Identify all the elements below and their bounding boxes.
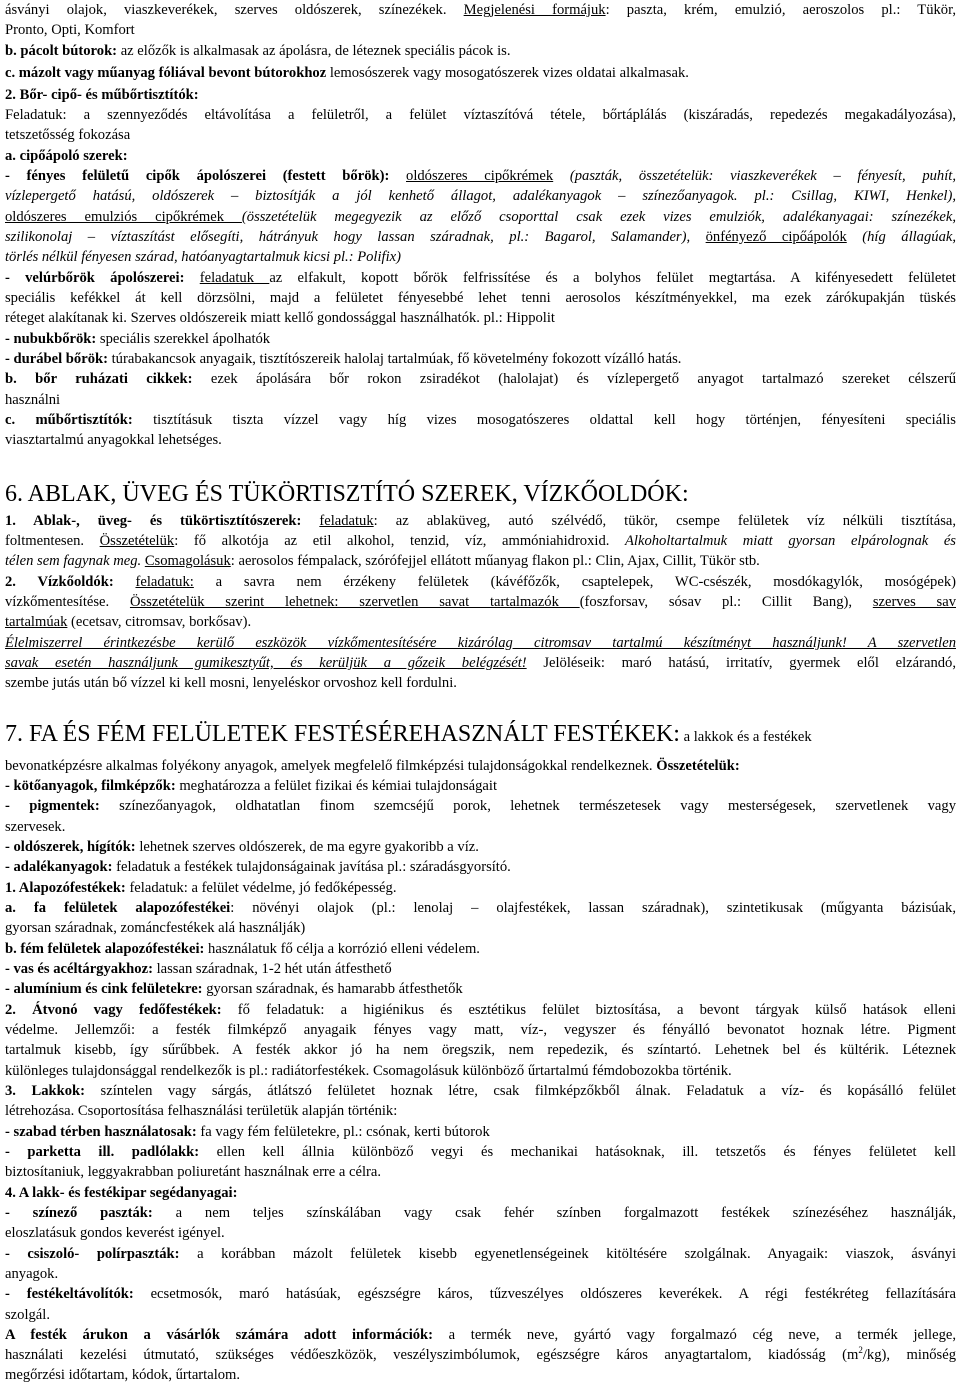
underlined-text: oldószeres emulziós cipőkrémek [5,209,242,225]
text-line [5,329,956,349]
italic-text: (összetételük megegyezik az előző csoporttal csak ezek vizes emulziók, adalékanyagai: színezékek, [241,209,956,225]
warning-text: Élelmiszerrel érintkezésbe kerülő eszközök vízkőmentesítésére kizárólag citromsav tartalmú készítményt használjunk! A szervetlen [5,635,956,651]
text: használni [5,392,61,408]
text: használatuk fő célja a korrózió elleni védelem. [204,941,480,957]
text: a savra nem érzékeny felületek (kávéfőzők, csaptelepek, WC-csészék, mosdókagylók, mosógépek) [193,574,956,590]
text-line [5,653,956,673]
text: színezőanyagok, oldhatatlan finom szemcséjű porok, lehetnek természetesek vagy mesterségesek, szervetlenek vagy [99,798,956,814]
italic-text: (híg állagúak, [846,229,956,245]
text-line [5,308,956,328]
text-line [5,511,956,531]
text: a korábban mázolt felületek kisebb egyenetlenségeinek kitöltésére szolgálnak. Anyagaik: viaszok, ásványi [179,1246,956,1262]
text-line [5,1223,956,1243]
text-line [5,1162,956,1182]
text-line [5,105,956,125]
bold-label: - alumínium és cink felületekre: [5,981,203,997]
bold-label: - festékeltávolítók: [5,1286,134,1302]
text-line [5,572,956,592]
text-line [5,430,956,450]
bold-label: b. fém felületek alapozófestékei: [5,941,205,957]
text: fő feladatuk: a higiénikus és esztétikus felület biztosítása, a bevont tárgyak külső hatások elleni [221,1002,956,1018]
italic-text: (paszták, összetételük: viaszkeverékek – fényesít, puhít, [553,168,956,184]
text: az elfakult, kopott bőrök felfrissítése és a bolyhos felület megtartása. A kifényesedett felületet [269,270,956,286]
text-line [5,979,956,999]
text-line [5,1284,956,1304]
text-line [5,1142,956,1162]
subheading [5,1183,956,1203]
text-line [5,1000,956,1020]
text: eloszlatásuk gondos keverést igényel. [5,1225,225,1241]
text: (ecetsav, citromsav, borkősav). [67,614,252,630]
text-line [5,20,956,40]
text-line [5,592,956,612]
text-line [5,1040,956,1060]
text: létrehozása. Csoportosítása felhasználási területük alapján történik: [5,1103,398,1119]
underlined-text: tartalmúak [5,614,68,630]
bold-label: - adalékanyagok: [5,859,113,875]
text-line [5,756,956,776]
text-line [5,125,956,145]
text-line [5,410,956,430]
underlined-text: önfényező cipőápolók [705,229,847,245]
text-line [5,247,956,267]
bold-label: 4. A lakk- és festékipar segédanyagai: [5,1185,238,1201]
italic-text: törlés nélkül fényesen szárad, hatóanyagtartalmuk kicsi pl.: Polifix) [5,249,401,265]
text-line [5,959,956,979]
text-line [5,796,956,816]
text: biztosítaniuk, leggyakrabban poliuretánt használnak erre a célra. [5,1164,382,1180]
text: : aerosolos fémpalack, szórófejjel ellátott műanyag flakon pl.: Clin, Ajax, Cillit, Tükör stb. [230,553,760,569]
bold-label: c. mázolt vagy műanyag fóliával bevont bútorokhoz [5,65,327,81]
bold-label: 1. Ablak-, üveg- és tükörtisztítószerek: [5,513,320,529]
text-line [5,1305,956,1325]
bold-label: A festék árukon a vásárlók számára adott információk: [5,1327,434,1343]
text-line [5,776,956,796]
bold-label: 3. Lakkok: [5,1083,86,1099]
italic-text: télen sem fagynak meg. [5,553,145,569]
bold-label: - durábel bőrök: [5,351,108,367]
text: ezek ápolására bőr rokon zsiradékot (halolajat) és vízlepergető anyagot tartalmazó szereket célszerű [192,371,956,387]
bold-label: b. pácolt bútorok: [5,43,118,59]
italic-text: Alkoholtartalmuk miatt gyorsan elpárolognak és [625,533,956,549]
text: tetszetősség fokozása [5,127,131,143]
text-line [5,1101,956,1121]
text: védelme. Jellemzői: a festék filmképző anyagaik fényes vagy matt, víz-, vegyszer és fényálló bevonatot hoznak létre. Pigment [5,1022,956,1038]
bold-label: 2. Bőr- cipő- és műbőrtisztítók: [5,87,199,103]
bold-label: Összetételük: [656,758,740,774]
text: lassan száradnak, 1-2 hét után átfesthető [152,961,392,977]
bold-label: a. cipőápoló szerek: [5,148,128,164]
text: ellen kell állnia különböző vegyi és mechanikai hatásoknak, ill. tetszetős és fényes felületet kell [199,1144,956,1160]
text-line [5,207,956,227]
underlined-text: Összetételük szerint lehetnek: szervetlen savat tartalmazók [129,594,580,610]
text-line [5,369,956,389]
text-line [5,41,956,61]
text-line [5,288,956,308]
text-line [5,939,956,959]
text: : az ablaküveg, autó szélvédő, tükör, csempe felületek víz nélküli tisztítása, [373,513,956,529]
text-line [5,0,956,20]
heading-text: 6. ABLAK, ÜVEG ÉS TÜKÖRTISZTÍTÓ SZEREK, VÍZKŐOLDÓK: [5,481,689,507]
text: speciális szerekkel ápolhatók [96,331,271,347]
italic-text: vízlepergető hatású, oldószerek – biztosítják a jól kenhető állagot, adalékanyagok – színezőanyagok. pl.: Csillag, KIWI, Henkel), [5,188,956,204]
text-line [5,1081,956,1101]
text: tartalmuk kisebb, így sűrűbbek. A festék akkor jó ha nem öregszik, nem repedezik, és színtartó. Lehetnek bel és kültérik. Léteznek [5,1042,956,1058]
text: ásványi olajok, viaszkeverékek, szerves oldószerek, színezékek. [5,2,464,18]
text-line [5,1325,956,1345]
text: meghatározza a felület fizikai és kémiai tulajdonságait [175,778,498,794]
text: : paszta, krém, emulzió, aeroszolos pl.: Tükör, [605,2,956,18]
warning-text: savak esetén használjunk gumikesztyűt, és kerüljük a gőzeik belégzését! [5,655,527,671]
bold-label: - színező paszták: [5,1205,153,1221]
bold-label: - parketta ill. padlólakk: [5,1144,200,1160]
text-line [5,1345,956,1365]
bold-label: - vas és acéltárgyakhoz: [5,961,153,977]
text-line [5,531,956,551]
underlined-text: oldószeres cipőkrémek [406,168,554,184]
section-heading [5,480,689,508]
text: bevonatképzésre alkalmas folyékony anyagok, amelyek megfelelő filmképzési tulajdonságokkal rendelkeznek. [5,758,657,774]
text: : fő alkotója az etil alkohol, tenzid, víz, ammóniahidroxid. [174,533,625,549]
text-line [5,817,956,837]
text: viasztartalmú anyagokkal lehetséges. [5,432,222,448]
text: (foszforsav, sósav pl.: Cillit Bang), [579,594,873,610]
text-line [5,878,956,898]
bold-label: - szabad térben használatosak: [5,1124,197,1140]
text-line [5,390,956,410]
text-line [5,186,956,206]
text-line [5,1264,956,1284]
text: feladatuk a festékek tulajdonságainak javítása pl.: száradásgyorsító. [112,859,511,875]
text-line [5,1061,956,1081]
bold-label: - nubukbőrök: [5,331,97,347]
bold-label: b. bőr ruházati cikkek: [5,371,193,387]
section-heading [5,720,956,751]
underlined-text: Összetételük [99,533,175,549]
underlined-text: feladatuk: [135,574,194,590]
text: lemosószerek vagy mosogatószerek vizes oldatai alkalmasak. [326,65,689,81]
warning-line [5,633,956,653]
text: fa vagy fém felületekre, pl.: csónak, kerti bútorok [196,1124,490,1140]
text: anyagok. [5,1266,59,1282]
text: megőrzési időtartam, kódok, űrtartalom. [5,1367,241,1383]
underlined-text: feladatuk [199,270,270,286]
bold-label: a. fa felületek alapozófestékei [5,900,231,916]
text-line [5,227,956,247]
subheading [5,85,956,105]
text: a lakkok és a festékek [679,729,812,745]
text: foltmentesen. [5,533,100,549]
bold-label: - kötőanyagok, filmképzők: [5,778,176,794]
text: az előzők is alkalmasak az ápolásra, de léteznek speciális pácok is. [117,43,511,59]
bold-label: c. műbőrtisztítók: [5,412,133,428]
text: speciális kefékkel át kell dörzsölni, majd a felületet fényesebbé lehet tenni aerosolos készítményekkel, ma ezek zárókupakján tüskés [5,290,956,306]
underlined-text: Megjelenési formájuk [463,2,606,18]
text-line [5,63,956,83]
text: réteget alakítanak ki. Szerves oldószereik miatt kellő gondossággal használhatók. pl.: Hippolit [5,310,555,326]
text-line [5,837,956,857]
text-line [5,918,956,938]
text: használati kezelési útmutató, szükséges védőeszközök, veszélyszimbólumok, egészségre káros anyagtartalom, kiadósság (m [5,1347,859,1363]
text-line [5,1020,956,1040]
text-line [5,1244,956,1264]
bold-label: - fényes felületű cipők ápolószerei (festett bőrök): [5,168,407,184]
text: szolgál. [5,1307,50,1323]
text-line [5,898,956,918]
text-line [5,166,956,186]
text-line [5,1203,956,1223]
text: a termék neve, gyártó vagy forgalmazó cég neve, a termék jellege, [433,1327,956,1343]
text: vízkőmentesítése. [5,594,130,610]
text: túrabakancsok anyagaik, tisztítószereik halolaj tartalmúak, fő követelmény fokozott vízálló hatás. [107,351,682,367]
text: ecsetmosók, maró hatásúak, egészségre káros, tűzveszélyes oldószeres keverékek. A régi festékréteg fellazítására [133,1286,956,1302]
text-line [5,673,956,693]
text: : növényi olajok (pl.: lenolaj – olajfestékek, lassan száradnak), szintetikusak (műgyanta bázisúak, [230,900,956,916]
bold-label: - csiszoló- polírpaszták: [5,1246,180,1262]
text-line [5,268,956,288]
text: gyorsan száradnak, zománcfestékek alá használják) [5,920,306,936]
text: különleges tulajdonsággal rendelkezők is pl.: radiátorfestékek. Csomagolásuk különböző űrtartalmú fémdobozokba történik. [5,1063,732,1079]
bold-label: - oldószerek, hígítók: [5,839,136,855]
text-line [5,1122,956,1142]
subheading [5,146,956,166]
underlined-text: szerves sav [872,594,956,610]
text: színtelen vagy sárgás, átlátszó felületet hoznak létre, csak filmképzőkből álnak. Feladatuk a víz- és kopásálló felület [85,1083,956,1099]
superscript: 2 [858,1345,863,1356]
text: gyorsan száradnak, és hamarabb átfesthetők [202,981,463,997]
underlined-text: Csomagolásuk [144,553,231,569]
text: a nem teljes színskálában vagy csak fehér színben forgalmazott festékek színezéséhez használják, [152,1205,956,1221]
text-line [5,349,956,369]
text: Jelöléseik: maró hatású, irritatív, gyermek elől elzárandó, [526,655,956,671]
text: lehetnek szerves oldószerek, de ma egyre gyakoribb a víz. [135,839,479,855]
text: szembe jutás után bő vízzel ki kell mosni, lenyeléskor orvoshoz kell fordulni. [5,675,457,691]
text-line [5,1365,956,1385]
text-line [5,551,956,571]
bold-label: 1. Alapozófestékek: [5,880,126,896]
bold-label: - pigmentek: [5,798,100,814]
italic-text: szilikonolaj – víztaszítást elősegíti, hátrányuk hogy lassan száradnak, pl.: Bagarol, Salamander), [5,229,706,245]
bold-label: - velúrbőrök ápolószerei: [5,270,200,286]
text: feladatuk: a felület védelme, jó fedőképesség. [125,880,397,896]
bold-label: 2. Átvonó vagy fedőfestékek: [5,1002,222,1018]
text-line [5,857,956,877]
text: /kg), minőség [862,1347,956,1363]
text: szervesek. [5,819,66,835]
text: Pronto, Opti, Komfort [5,22,135,38]
text: Feladatuk: a szennyeződés eltávolítása a felületről, a felület víztaszítóvá tétele, bőrtáplálás (kiszáradás, repedezés megakadályozása), [5,107,956,123]
text: tisztításuk tiszta vízzel vagy híg vizes mosogatószeres oldattal kell hogy történjen, fényesíteni speciális [132,412,956,428]
heading-text: 7. FA ÉS FÉM FELÜLETEK FESTÉSÉREHASZNÁLT FESTÉKEK: [5,721,680,747]
bold-label: 2. Vízkőoldók: [5,574,136,590]
text-line [5,612,956,632]
underlined-text: feladatuk [319,513,374,529]
